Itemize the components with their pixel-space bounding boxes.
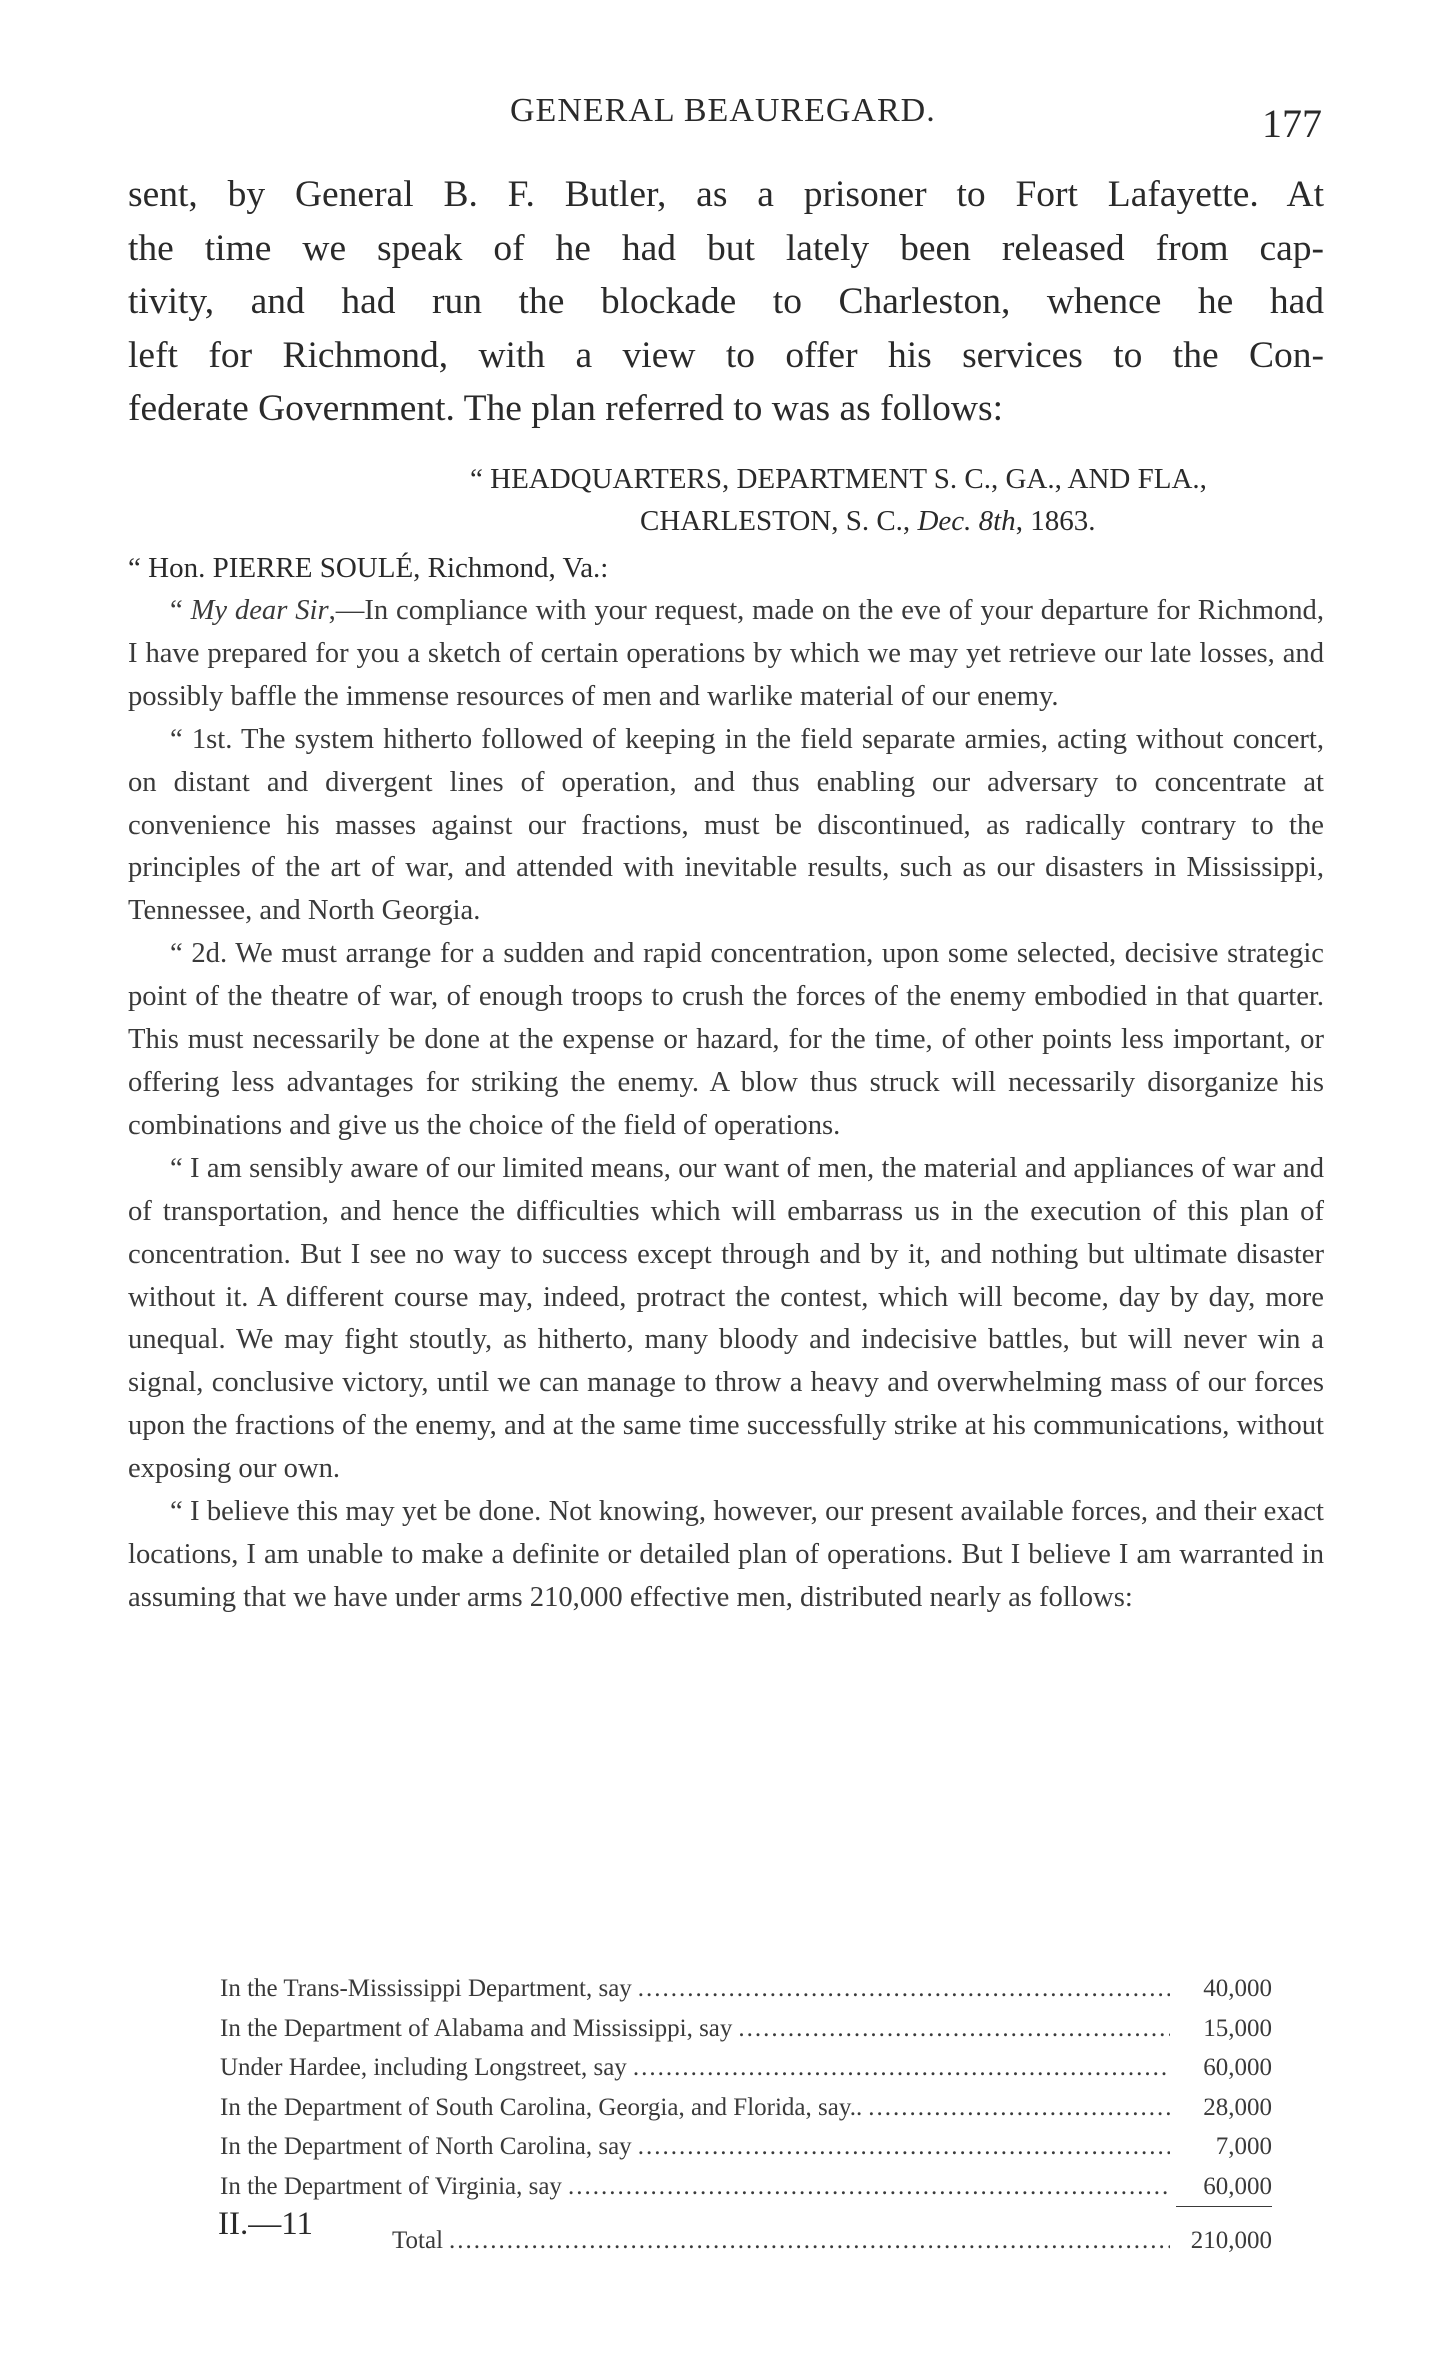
intro-line: the time we speak of he had but lately been released from cap- [128,227,1324,269]
row-label: Under Hardee, including Longstreet, say [220,2054,627,2081]
letter-dateline [470,458,1207,542]
dateline-year: , 1863. [1015,505,1096,537]
table-row [220,2167,1272,2208]
leader-dots [633,2048,1170,2088]
row-value: 7,000 [1215,2133,1272,2160]
row-value: 15,000 [1203,2014,1272,2042]
total-value: 210,000 [1190,2227,1272,2254]
row-label: In the Department of Virginia, say [220,2172,562,2200]
letter-paragraph [128,590,1324,719]
leader-dots [638,1969,1170,2009]
letter-paragraph: “ I am sensibly aware of our limited means, our want of men, the material and appliances of war and of transportation, and hence the difficulties which will embarrass us in the execution of this plan of concentration. But I see no way to success except through and by it, and nothing but ultimate disaster without it. A different course may, indeed, protract the contest, which will become, day by day, more unequal. We may fight stoutly, as hitherto, many bloody and indecisive battles, but will never win a signal, conclusive victory, until we can manage to throw a heavy and overwhelming mass of our forces upon the fractions of the enemy, and at the same time successfully strike at his communications, without exposing our own. [128,1152,1324,1485]
page-number: 177 [1262,101,1322,146]
table-row [220,2088,1272,2128]
row-label: In the Department of Alabama and Mississippi, say [220,2014,733,2042]
total-label: Total [392,2227,444,2254]
leader-dots [568,2167,1170,2207]
letter-body [128,590,1324,1620]
letter-paragraph: “ 1st. The system hitherto followed of keeping in the field separate armies, acting without concert, on distant and divergent lines of operation, and thus enabling our adversary to concentrate at convenience his masses against our fractions, must be discontinued, as radically contrary to the principles of the art of war, and attended with inevitable results, such as our disasters in Mississippi, Tennessee, and North Georgia. [128,723,1324,927]
letter-salutation: “ Hon. PIERRE SOULÉ, Richmond, Va.: [128,552,609,584]
leader-dots [868,2088,1170,2128]
dateline-place-date [470,500,1207,542]
running-title: GENERAL BEAUREGARD. [510,92,936,129]
table-row [220,2048,1272,2088]
table-row [220,2009,1272,2049]
dateline-date: Dec. 8th [917,505,1016,537]
row-value: 60,000 [1176,2167,1272,2208]
leader-dots [638,2127,1170,2167]
letter-paragraph: “ I believe this may yet be done. Not knowing, however, our present available forces, and their exact locations, I am unable to make a definite or detailed plan of operations. But I believe I am warranted in assuming that we have under arms 210,000 effective men, distributed nearly as follows: [128,1496,1324,1613]
intro-line: federate Government. The plan referred to was as follows: [128,388,1004,429]
dateline-place: CHARLESTON, S. C., [640,505,918,537]
forces-table [220,1969,1272,2261]
row-label: In the Department of South Carolina, Georgia, and Florida, say.. [220,2093,863,2121]
row-value: 40,000 [1203,1975,1272,2002]
letter-greeting: My dear Sir [190,595,329,626]
letter-text: ,—In compliance with your request, made on the eve of your departure for Richmond, I have prepared for you a sketch of certain operations by which we may yet retrieve our late losses, and possibly baffle the immense resources of men and warlike material of our enemy. [128,595,1324,712]
table-row [220,2127,1272,2167]
row-label: In the Department of North Carolina, say [220,2133,632,2160]
letter-paragraph: “ 2d. We must arrange for a sudden and rapid concentration, upon some selected, decisive strategic point of the theatre of war, of enough troops to crush the forces of the enemy embodied in that quarter. This must necessarily be done at the expense or hazard, for the time, of other points less important, or offering less advantages for striking the enemy. A blow thus struck will necessarily disorganize his combinations and give us the choice of the field of operations. [128,938,1324,1141]
intro-paragraph [128,168,1324,436]
intro-line: sent, by General B. F. Butler, as a prisoner to Fort Lafayette. At [128,174,1324,215]
printer-signature-mark: II.—11 [218,2206,314,2242]
leader-dots [738,2009,1170,2049]
row-value: 28,000 [1203,2093,1272,2121]
dateline-headquarters: “ HEADQUARTERS, DEPARTMENT S. C., GA., AND FLA., [470,463,1207,495]
row-value: 60,000 [1203,2054,1272,2081]
intro-line: tivity, and had run the blockade to Charleston, whence he had [128,281,1324,322]
table-total-row [220,2221,1272,2261]
open-quote: “ [170,595,191,626]
table-row [220,1969,1272,2009]
row-label: In the Trans-Mississippi Department, say [220,1975,632,2002]
intro-line: left for Richmond, with a view to offer his services to the Con- [128,334,1324,376]
leader-dots [449,2221,1170,2261]
